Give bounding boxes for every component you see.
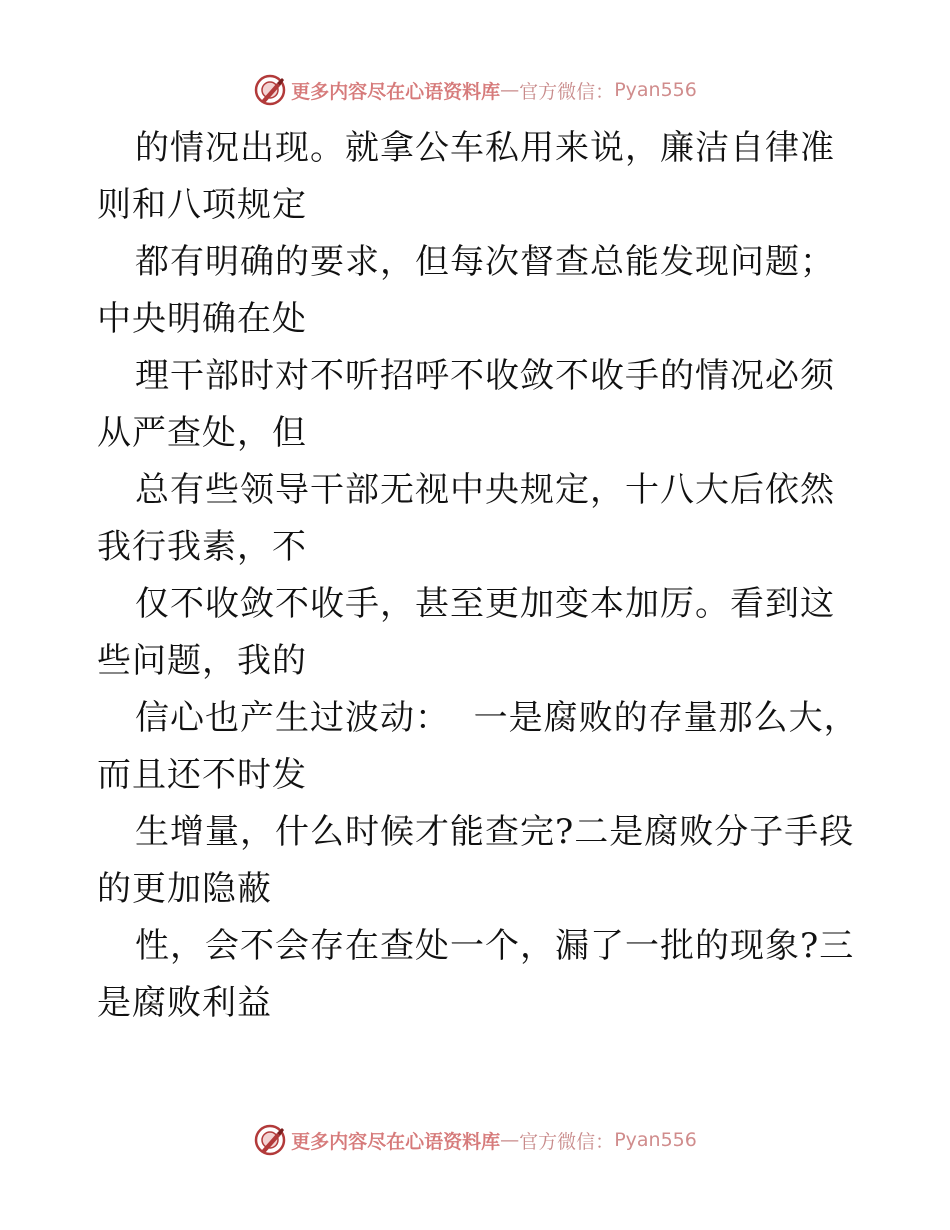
banner-main-text: 更多内容尽在心语资料库 [291, 80, 501, 103]
paragraph-line: 都有明确的要求，但每次督查总能发现问题；中央明确在处 [97, 242, 835, 339]
pen-nib-logo-icon [253, 1123, 287, 1157]
banner-main-text: 更多内容尽在心语资料库 [291, 1130, 501, 1153]
paragraph-line: 的情况出现。就拿公车私用来说，廉洁自律准则和八项规定 [97, 128, 835, 225]
banner-official-label: 官方微信： [519, 80, 615, 103]
paragraph-line: 性，会不会存在查处一个，漏了一批的现象?三是腐败利益 [97, 926, 855, 1023]
header-banner [0, 70, 950, 110]
banner-wechat-id: Pyan556 [614, 1129, 697, 1151]
banner-dash: — [500, 79, 520, 101]
banner-wechat-id: Pyan556 [614, 79, 697, 101]
paragraph-line: 仅不收敛不收手，甚至更加变本加厉。看到这些问题，我的 [97, 584, 835, 681]
paragraph-line: 生增量，什么时候才能查完?二是腐败分子手段的更加隐蔽 [97, 812, 855, 909]
document-body [97, 120, 867, 1032]
paragraph-line: 理干部时对不听招呼不收敛不收手的情况必须从严查处，但 [97, 356, 835, 453]
paragraph-line: 信心也产生过波动： 一是腐败的存量那么大，而且还不时发 [97, 698, 859, 795]
footer-banner [0, 1120, 950, 1160]
banner-dash: — [500, 1129, 520, 1151]
pen-nib-logo-icon [253, 73, 287, 107]
paragraph-line: 总有些领导干部无视中央规定，十八大后依然我行我素，不 [97, 470, 835, 567]
banner-official-label: 官方微信： [519, 1130, 615, 1153]
